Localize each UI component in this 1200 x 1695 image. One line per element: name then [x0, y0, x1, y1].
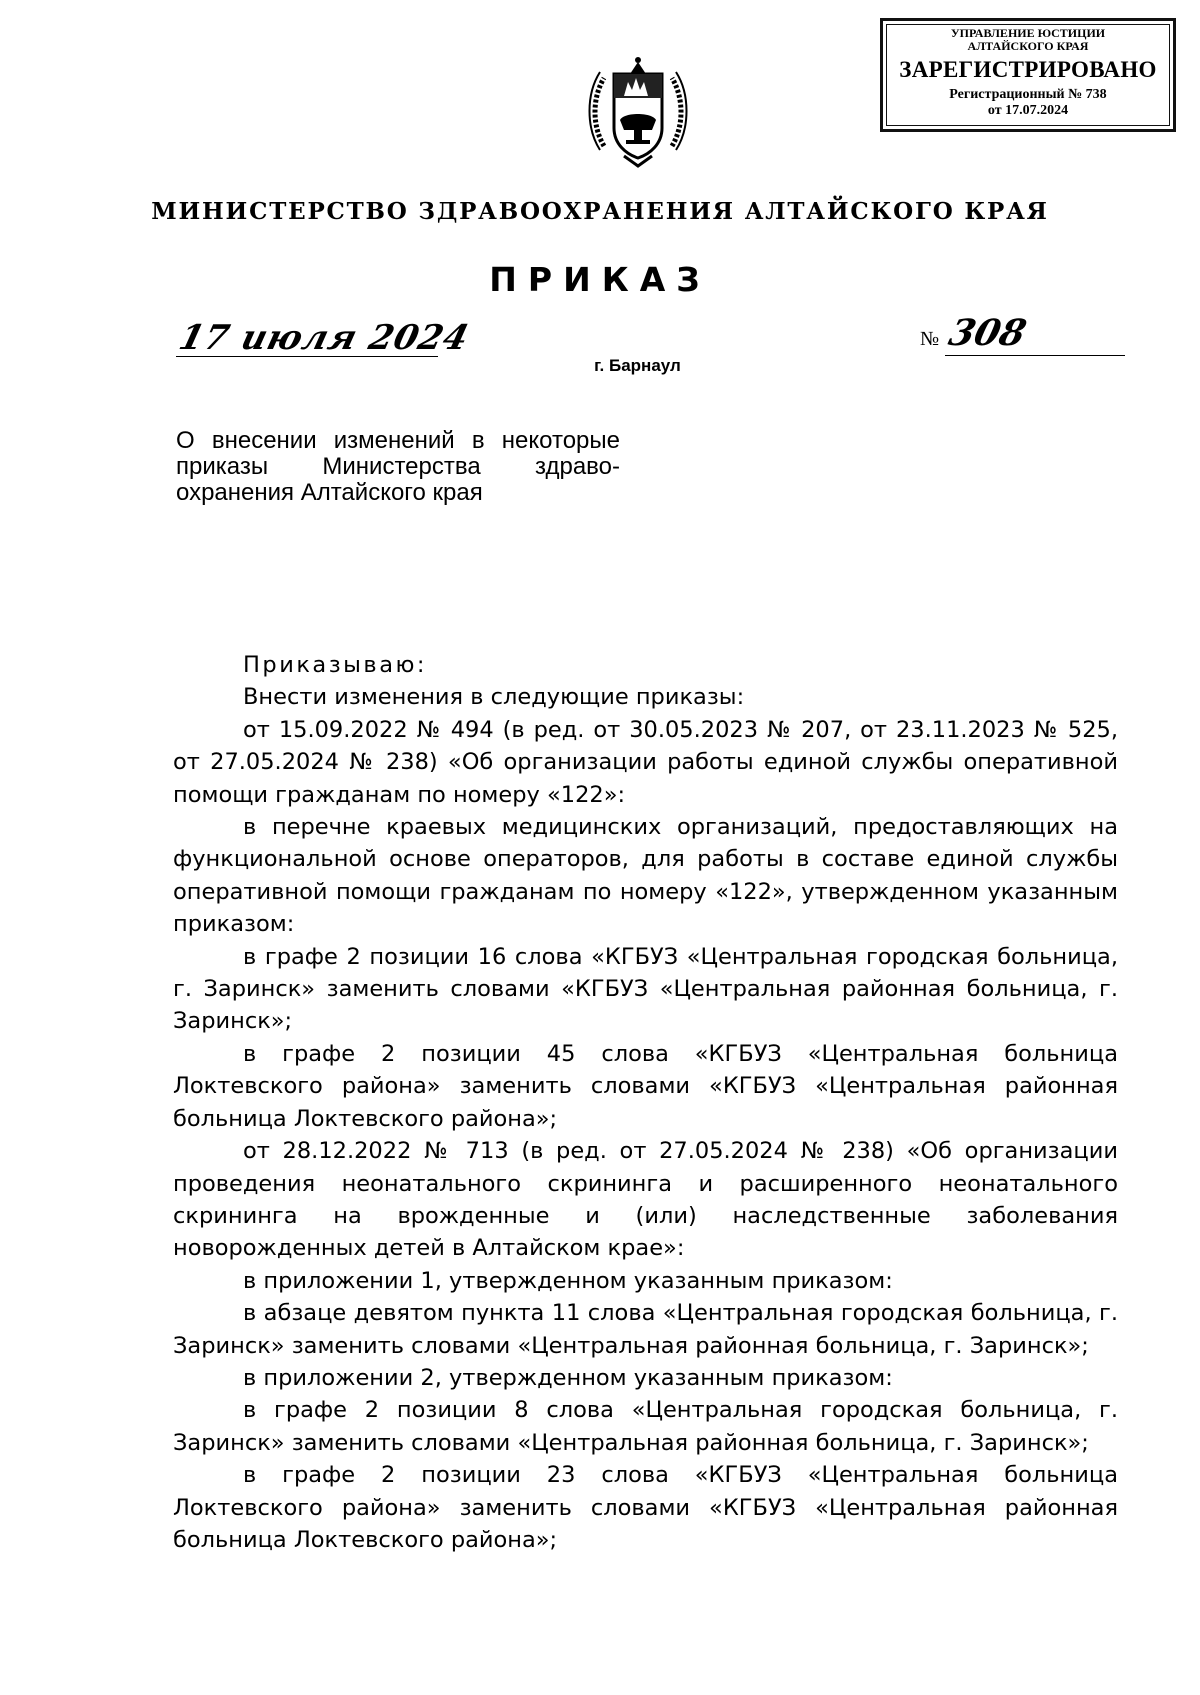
body-paragraph: в приложении 2, утвержденном указанным приказом:: [243, 1364, 893, 1391]
body-paragraph: в приложении 1, утвержденном указанным приказом:: [243, 1267, 893, 1294]
body-paragraph: в графе 2 позиции 16 слова «КГБУЗ «Центральная городская больница, г. Заринск» заменить словами «КГБУЗ «Центральная районная больница, г. Заринск»;: [173, 943, 1118, 1035]
subject-line-2: приказы Министерства здраво-: [176, 453, 620, 480]
city: г. Барнаул: [594, 356, 681, 375]
document-body: [173, 649, 1118, 1556]
body-paragraph: от 15.09.2022 № 494 (в ред. от 30.05.2023 № 207, от 23.11.2023 № 525, от 27.05.2024 № 238) «Об организации работы единой службы оперативной помощи гражданам по номеру «122»:: [173, 716, 1118, 808]
stamp-reg-number: Регистрационный № 738: [949, 87, 1107, 102]
document-subject: [176, 428, 620, 506]
number-label: №: [920, 328, 940, 350]
stamp-organization: [883, 27, 1173, 53]
body-paragraph: в графе 2 позиции 45 слова «КГБУЗ «Центральная больница Локтевского района» заменить словами «КГБУЗ «Центральная районная больница Локтевского района»;: [173, 1040, 1118, 1132]
body-paragraph: в абзаце девятом пункта 11 слова «Центральная городская больница, г. Заринск» заменить словами «Центральная районная больница, г. Заринск»;: [173, 1300, 1118, 1359]
stamp-org-line-1: УПРАВЛЕНИЕ ЮСТИЦИИ: [950, 26, 1106, 40]
registration-stamp: [880, 18, 1176, 132]
body-paragraph: от 28.12.2022 № 713 (в ред. от 27.05.2024 № 238) «Об организации проведения неонатального скрининга и расширенного неонатального скрининга на врожденные и (или) наследственные заболевания новорожденных детей в Алтайском крае»:: [173, 1138, 1118, 1262]
subject-line-1: О внесении изменений в некоторые: [176, 427, 620, 454]
body-paragraph: в перечне краевых медицинских организаций, предоставляющих на функциональной основе операторов, для работы в составе единой службы оперативной помощи гражданам по номеру «122», утвержденном указанным приказом:: [173, 814, 1118, 938]
subject-line-3: охранения Алтайского края: [176, 479, 483, 506]
coat-of-arms-icon: [584, 50, 692, 170]
stamp-reg-date: от 17.07.2024: [987, 103, 1069, 118]
ministry-name: МИНИСТЕРСТВО ЗДРАВООХРАНЕНИЯ АЛТАЙСКОГО КРАЯ: [151, 198, 1049, 225]
document-type: ПРИКАЗ: [489, 260, 711, 299]
handwritten-number: 308: [944, 312, 1031, 354]
order-clause: Приказываю:: [243, 652, 428, 678]
stamp-status: ЗАРЕГИСТРИРОВАНО: [899, 57, 1157, 82]
body-paragraph: в графе 2 позиции 23 слова «КГБУЗ «Центральная больница Локтевского района» заменить словами «КГБУЗ «Центральная районная больница Локтевского района»;: [173, 1462, 1118, 1553]
body-paragraph: в графе 2 позиции 8 слова «Центральная городская больница, г. Заринск» заменить словами «Центральная районная больница, г. Заринск»;: [173, 1397, 1118, 1456]
handwritten-date: 17 июля 2024: [175, 318, 474, 358]
body-paragraph: Внести изменения в следующие приказы:: [243, 684, 745, 711]
stamp-org-line-2: АЛТАЙСКОГО КРАЯ: [967, 39, 1089, 53]
